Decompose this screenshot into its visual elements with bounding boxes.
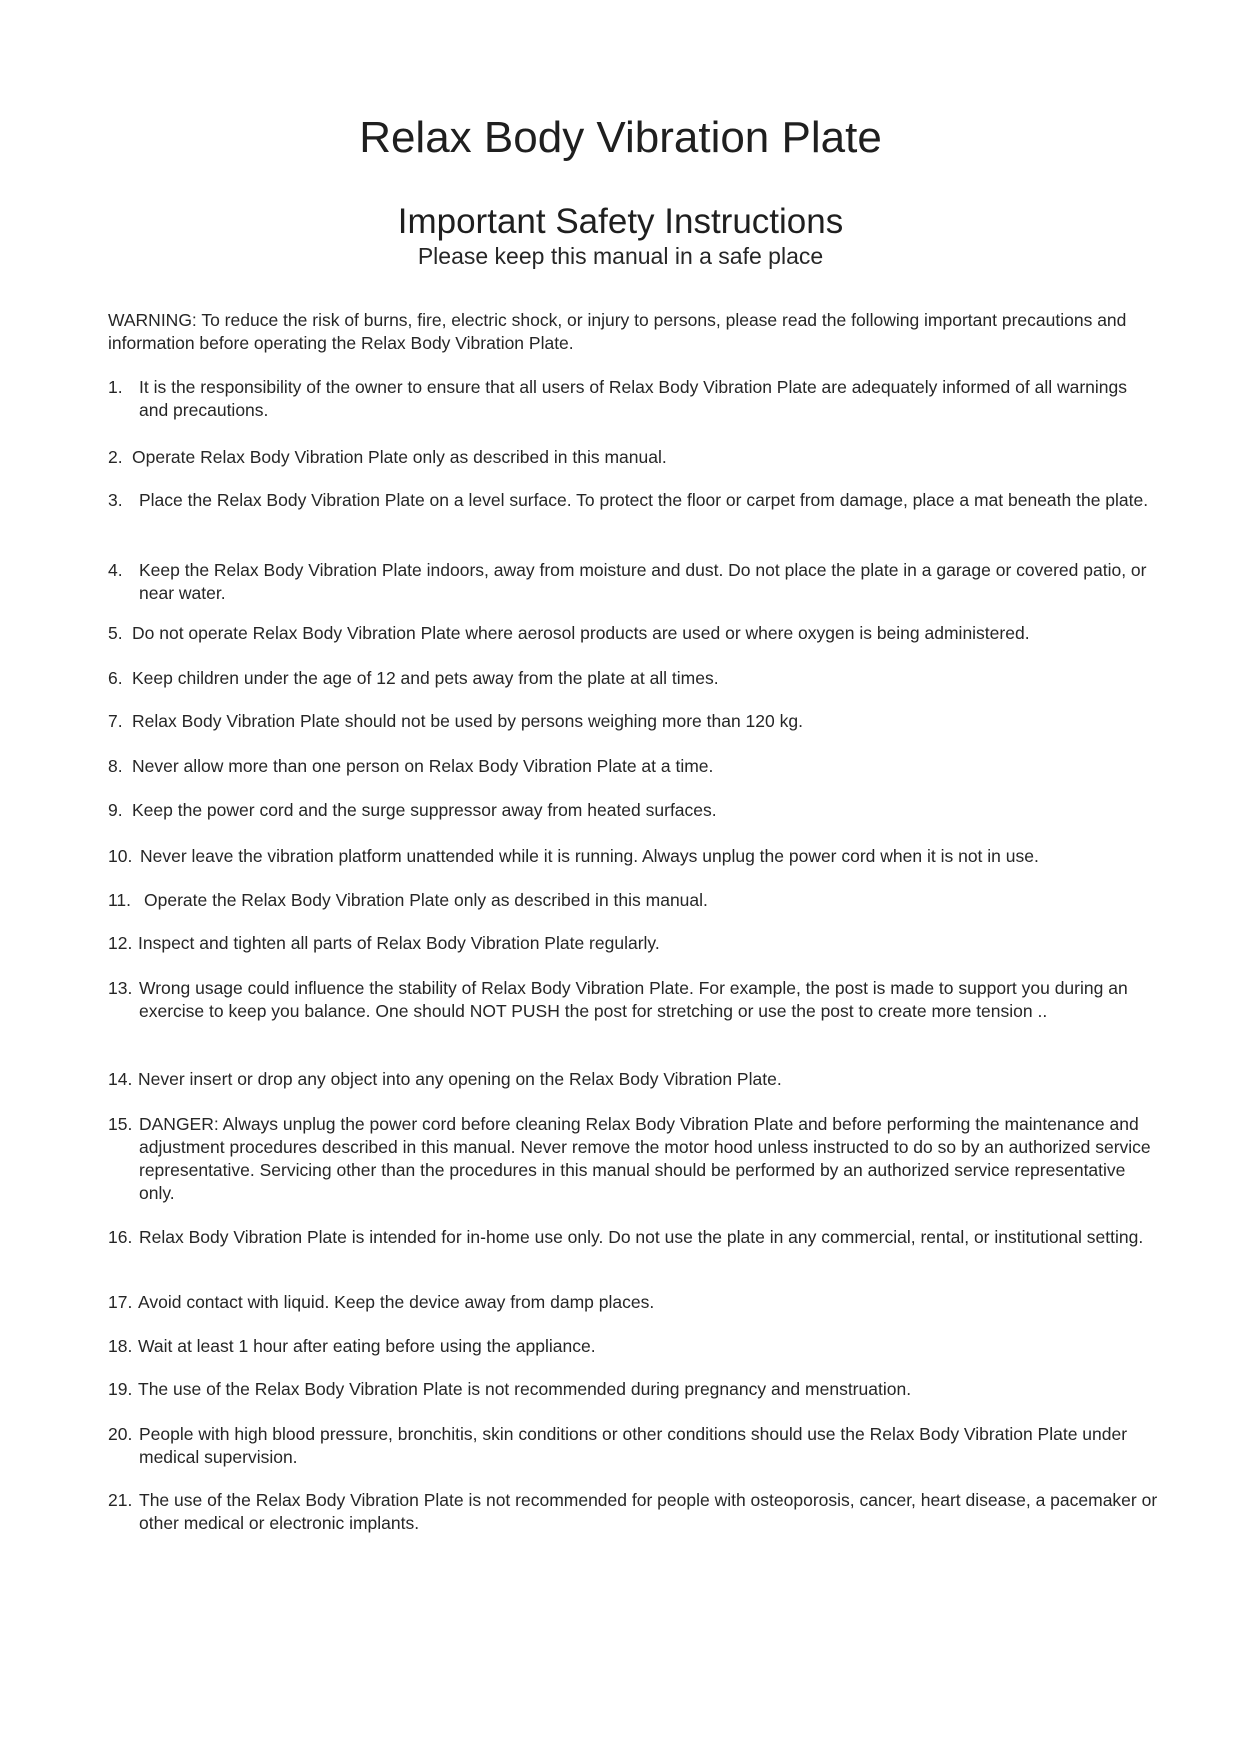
item-text: It is the responsibility of the owner to ensure that all users of Relax Body Vibration Plate are adequately informed of all warnings and precautions. [139,377,1127,420]
document-title: Relax Body Vibration Plate [359,113,882,162]
item-number: 10. [108,846,133,866]
item-number: 21. [108,1490,133,1510]
item-text: Avoid contact with liquid. Keep the device away from damp places. [138,1292,655,1312]
item-text: Operate Relax Body Vibration Plate only as described in this manual. [132,447,667,467]
list-item [108,1335,1158,1358]
list-item [108,1423,1158,1469]
item-text: Never leave the vibration platform unattended while it is running. Always unplug the power cord when it is not in use. [140,846,1039,866]
item-text: Keep children under the age of 12 and pets away from the plate at all times. [132,668,719,688]
item-number: 3. [108,490,123,510]
list-item [108,1068,1158,1091]
list-item [108,710,1158,733]
item-text: Inspect and tighten all parts of Relax Body Vibration Plate regularly. [138,933,660,953]
list-item [108,932,1158,955]
item-text: Never insert or drop any object into any opening on the Relax Body Vibration Plate. [138,1069,782,1089]
item-text: The use of the Relax Body Vibration Plate is not recommended during pregnancy and menstruation. [138,1379,912,1399]
item-number: 9. [108,800,123,820]
item-text: Operate the Relax Body Vibration Plate only as described in this manual. [144,890,708,910]
list-item [108,1226,1158,1249]
item-number: 19. [108,1379,133,1399]
item-number: 5. [108,623,123,643]
item-number: 15. [108,1114,133,1134]
item-number: 2. [108,447,123,467]
item-text: Keep the power cord and the surge suppressor away from heated surfaces. [132,800,717,820]
item-number: 11. [108,890,132,910]
item-number: 17. [108,1292,133,1312]
list-item [108,755,1158,778]
list-item [108,1291,1158,1314]
item-text: Relax Body Vibration Plate is intended for in-home use only. Do not use the plate in any commercial, rental, or institutional setting. [139,1227,1144,1247]
item-number: 8. [108,756,123,776]
list-item [108,889,1158,912]
list-item [108,799,1158,822]
list-item [108,1378,1158,1401]
item-number: 18. [108,1336,133,1356]
item-number: 7. [108,711,123,731]
item-number: 6. [108,668,123,688]
item-text: Never allow more than one person on Relax Body Vibration Plate at a time. [132,756,714,776]
item-text: The use of the Relax Body Vibration Plate is not recommended for people with osteoporosis, cancer, heart disease, a pacemaker or other medical or electronic implants. [139,1490,1158,1533]
item-number: 13. [108,978,133,998]
warning-paragraph: WARNING: To reduce the risk of burns, fire, electric shock, or injury to persons, please read the following important precautions and information before operating the Relax Body Vibration Plate. [108,310,1127,353]
item-text: Wait at least 1 hour after eating before using the appliance. [138,1336,596,1356]
item-number: 12. [108,933,133,953]
list-item [108,977,1158,1023]
list-item [108,1113,1158,1205]
list-item [108,446,1158,469]
item-number: 16. [108,1227,133,1247]
section-heading: Important Safety Instructions [397,202,844,241]
list-item [108,845,1158,868]
list-item [108,376,1158,422]
item-text: Place the Relax Body Vibration Plate on a level surface. To protect the floor or carpet from damage, place a mat beneath the plate. [139,490,1149,510]
list-item [108,622,1158,645]
list-item [108,559,1158,605]
item-number: 20. [108,1424,133,1444]
item-text: People with high blood pressure, bronchitis, skin conditions or other conditions should use the Relax Body Vibration Plate under medical supervision. [139,1424,1128,1467]
section-tagline: Please keep this manual in a safe place [417,243,824,269]
item-text: DANGER: Always unplug the power cord before cleaning Relax Body Vibration Plate and before performing the maintenance and adjustment procedures described in this manual. Never remove the motor hood unless instructed to do so by an authorized service representative. Servicing other than the procedures in this manual should be performed by an authorized service representative only. [139,1114,1151,1203]
item-text: Wrong usage could influence the stability of Relax Body Vibration Plate. For example, the post is made to support you during an exercise to keep you balance. One should NOT PUSH the post for stretching or use the post to create more tension .. [139,978,1128,1021]
item-number: 4. [108,560,123,580]
item-text: Do not operate Relax Body Vibration Plate where aerosol products are used or where oxygen is being administered. [132,623,1030,643]
item-text: Relax Body Vibration Plate should not be used by persons weighing more than 120 kg. [132,711,803,731]
list-item [108,489,1158,512]
item-number: 1. [108,377,123,397]
item-text: Keep the Relax Body Vibration Plate indoors, away from moisture and dust. Do not place the plate in a garage or covered patio, or near water. [139,560,1147,603]
item-number: 14. [108,1069,133,1089]
list-item [108,1489,1158,1535]
list-item [108,667,1158,690]
